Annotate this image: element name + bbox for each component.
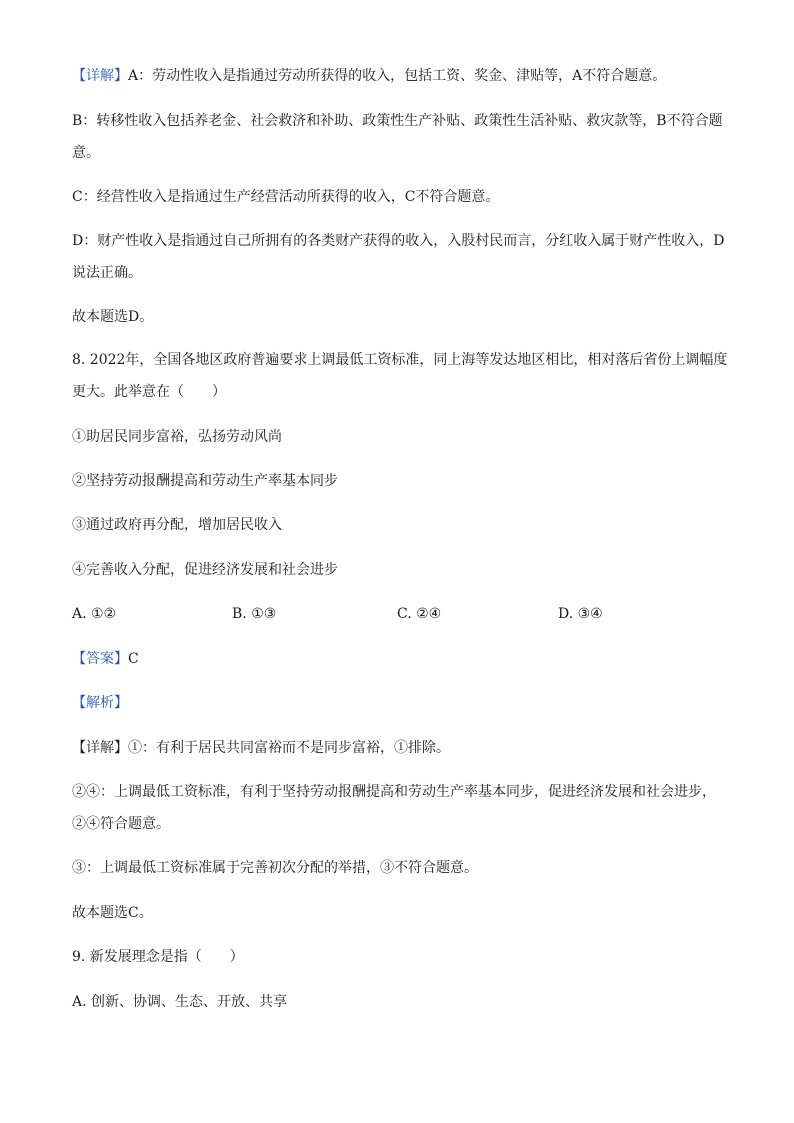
q8-statement-1: ①助居民同步富裕，弘扬劳动风尚: [72, 429, 282, 445]
q8-detail-24-line1: ②④：上调最低工资标准，有利于坚持劳动报酬提高和劳动生产率基本同步，促进经济发展和社会进步，: [72, 784, 716, 800]
q7-detail-b-line1: B：转移性收入包括养老金、社会救济和补助、政策性生产补贴、政策性生活补贴、救灾款等，B不符合题: [72, 113, 723, 129]
q9-option-a: A. 创新、协调、生态、开放、共享: [72, 994, 288, 1010]
q8-option-b: B. ①③: [232, 606, 277, 622]
detail-tag: 【详解】: [72, 740, 128, 756]
q7-detail-a: [72, 66, 722, 86]
q7-detail-d-line1: D：财产性收入是指通过自己所拥有的各类财产获得的收入，入股村民而言，分红收入属于财产性收入，D: [72, 233, 725, 249]
q8-conclusion: 故本题选C。: [72, 905, 153, 921]
q8-detail-24-line2: ②④符合题意。: [72, 816, 170, 832]
q8-stem-line2: 更大。此举意在（ ）: [72, 384, 226, 400]
q7-detail-c: C：经营性收入是指通过生产经营活动所获得的收入，C不符合题意。: [72, 189, 500, 205]
q8-answer: [72, 649, 722, 669]
q7-detail-a-text: A：劳动性收入是指通过劳动所获得的收入，包括工资、奖金、津贴等，A不符合题意。: [128, 68, 667, 84]
q8-analysis: [72, 693, 722, 713]
q8-option-c: C. ②④: [397, 606, 442, 622]
q8-statement-3: ③通过政府再分配，增加居民收入: [72, 517, 282, 533]
q8-options: [72, 604, 722, 624]
q9-stem: 9. 新发展理念是指（ ）: [72, 949, 244, 965]
answer-tag: 【答案】: [72, 651, 128, 667]
q8-detail-1-text: ①：有利于居民共同富裕而不是同步富裕，①排除。: [128, 740, 450, 756]
q8-statement-4: ④完善收入分配，促进经济发展和社会进步: [72, 562, 338, 578]
q8-option-d: D. ③④: [558, 606, 603, 622]
q7-detail-b-line2: 意。: [72, 145, 100, 161]
analysis-tag: 【解析】: [72, 695, 128, 711]
q8-stem-line1: 8. 2022年，全国各地区政府普遍要求上调最低工资标准，同上海等发达地区相比，相对落后省份上调幅度: [72, 352, 728, 368]
q8-option-a: A. ①②: [72, 606, 117, 622]
q8-statement-2: ②坚持劳动报酬提高和劳动生产率基本同步: [72, 473, 338, 489]
q8-detail-3: ③：上调最低工资标准属于完善初次分配的举措，③不符合题意。: [72, 860, 478, 876]
answer-value: C: [128, 651, 139, 667]
detail-tag: 【详解】: [72, 68, 128, 84]
q7-detail-d-line2: 说法正确。: [72, 265, 142, 281]
q8-detail-1: [72, 738, 722, 758]
q7-conclusion: 故本题选D。: [72, 309, 154, 325]
